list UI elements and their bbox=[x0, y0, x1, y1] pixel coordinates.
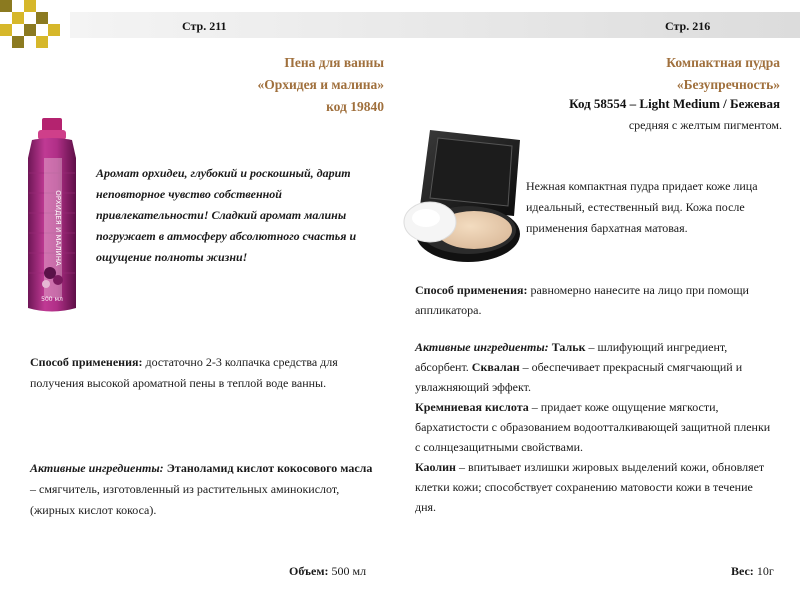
bottle-volume-text: 500 мл bbox=[41, 296, 63, 303]
ingredient-name: Каолин bbox=[415, 460, 456, 474]
usage-label: Способ применения: bbox=[415, 283, 528, 297]
ingredients-label: Активные ингредиенты: bbox=[415, 340, 549, 354]
compact-powder-image bbox=[396, 126, 526, 266]
ingredient-text: – обеспечивает прекрасный смягчающий и увлажняющий эффект. bbox=[415, 360, 743, 394]
page-number-right: Стр. 216 bbox=[665, 19, 711, 33]
page-number-left: Стр. 211 bbox=[182, 19, 227, 33]
left-volume bbox=[289, 564, 366, 579]
ingredient-text: – шлифующий ингредиент, абсорбент. bbox=[415, 340, 728, 374]
usage-label: Способ применения: bbox=[30, 355, 143, 369]
right-usage bbox=[415, 280, 775, 320]
usage-text: равномерно нанесите на лицо при помощи аппликатора. bbox=[415, 283, 749, 317]
left-title-line: Пена для ванны bbox=[284, 55, 384, 70]
right-weight bbox=[731, 564, 774, 579]
ingredient-name: Этаноламид кислот кокосового масла bbox=[163, 461, 373, 475]
left-ingredients bbox=[30, 458, 380, 521]
ingredients-label: Активные ингредиенты: bbox=[30, 461, 164, 475]
ingredient-text: – впитывает излишки жировых выделений кожи, обновляет клетки кожи; способствует сохранению матовости кожи в течение дня. bbox=[415, 460, 765, 514]
right-title-line: «Безупречность» bbox=[676, 77, 780, 92]
right-product-title bbox=[460, 52, 780, 96]
ingredient-text: – придает коже ощущение мягкости, бархатистости с образованием водоотталкивающей защитной пленки с солнцезащитными свойствами. bbox=[415, 400, 771, 454]
checker-decoration bbox=[0, 0, 70, 48]
right-product-code: Код 58554 – Light Medium / Бежевая bbox=[569, 96, 780, 111]
bottle-label-text: ОРХИДЕЯ И МАЛИНА bbox=[54, 190, 62, 266]
ingredient-text: – смягчитель, изготовленный из растительных аминокислот, (жирных кислот кокоса). bbox=[30, 482, 340, 517]
left-product-code: код 19840 bbox=[326, 99, 384, 114]
left-title-line: «Орхидея и малина» bbox=[257, 77, 384, 92]
right-description: Нежная компактная пудра придает коже лица идеальный, естественный вид. Кожа после применения бархатная матовая. bbox=[526, 179, 758, 235]
weight-value: 10г bbox=[753, 564, 774, 578]
usage-text: достаточно 2-3 колпачка средства для получения высокой ароматной пены в теплой воде ванны. bbox=[30, 355, 338, 390]
ingredient-name: Кремниевая кислота bbox=[415, 400, 529, 414]
left-description: Аромат орхидеи, глубокий и роскошный, дарит неповторное чувство собственной привлекательности! Сладкий аромат малины погружает в атмосферу абсолютного счастья и ощущение полноты жизни! bbox=[96, 166, 357, 264]
ingredient-name: Тальк bbox=[548, 340, 586, 354]
right-pigment: средняя с желтым пигментом. bbox=[628, 118, 782, 132]
volume-value: 500 мл bbox=[328, 564, 367, 578]
ingredient-name: Сквалан bbox=[471, 360, 520, 374]
right-ingredients bbox=[415, 337, 775, 517]
left-product-title bbox=[84, 52, 384, 118]
weight-label: Вес: bbox=[731, 564, 754, 578]
left-usage bbox=[30, 352, 380, 394]
volume-label: Объем: bbox=[289, 564, 329, 578]
bath-foam-bottle-image bbox=[20, 118, 84, 316]
right-title-line: Компактная пудра bbox=[666, 55, 780, 70]
